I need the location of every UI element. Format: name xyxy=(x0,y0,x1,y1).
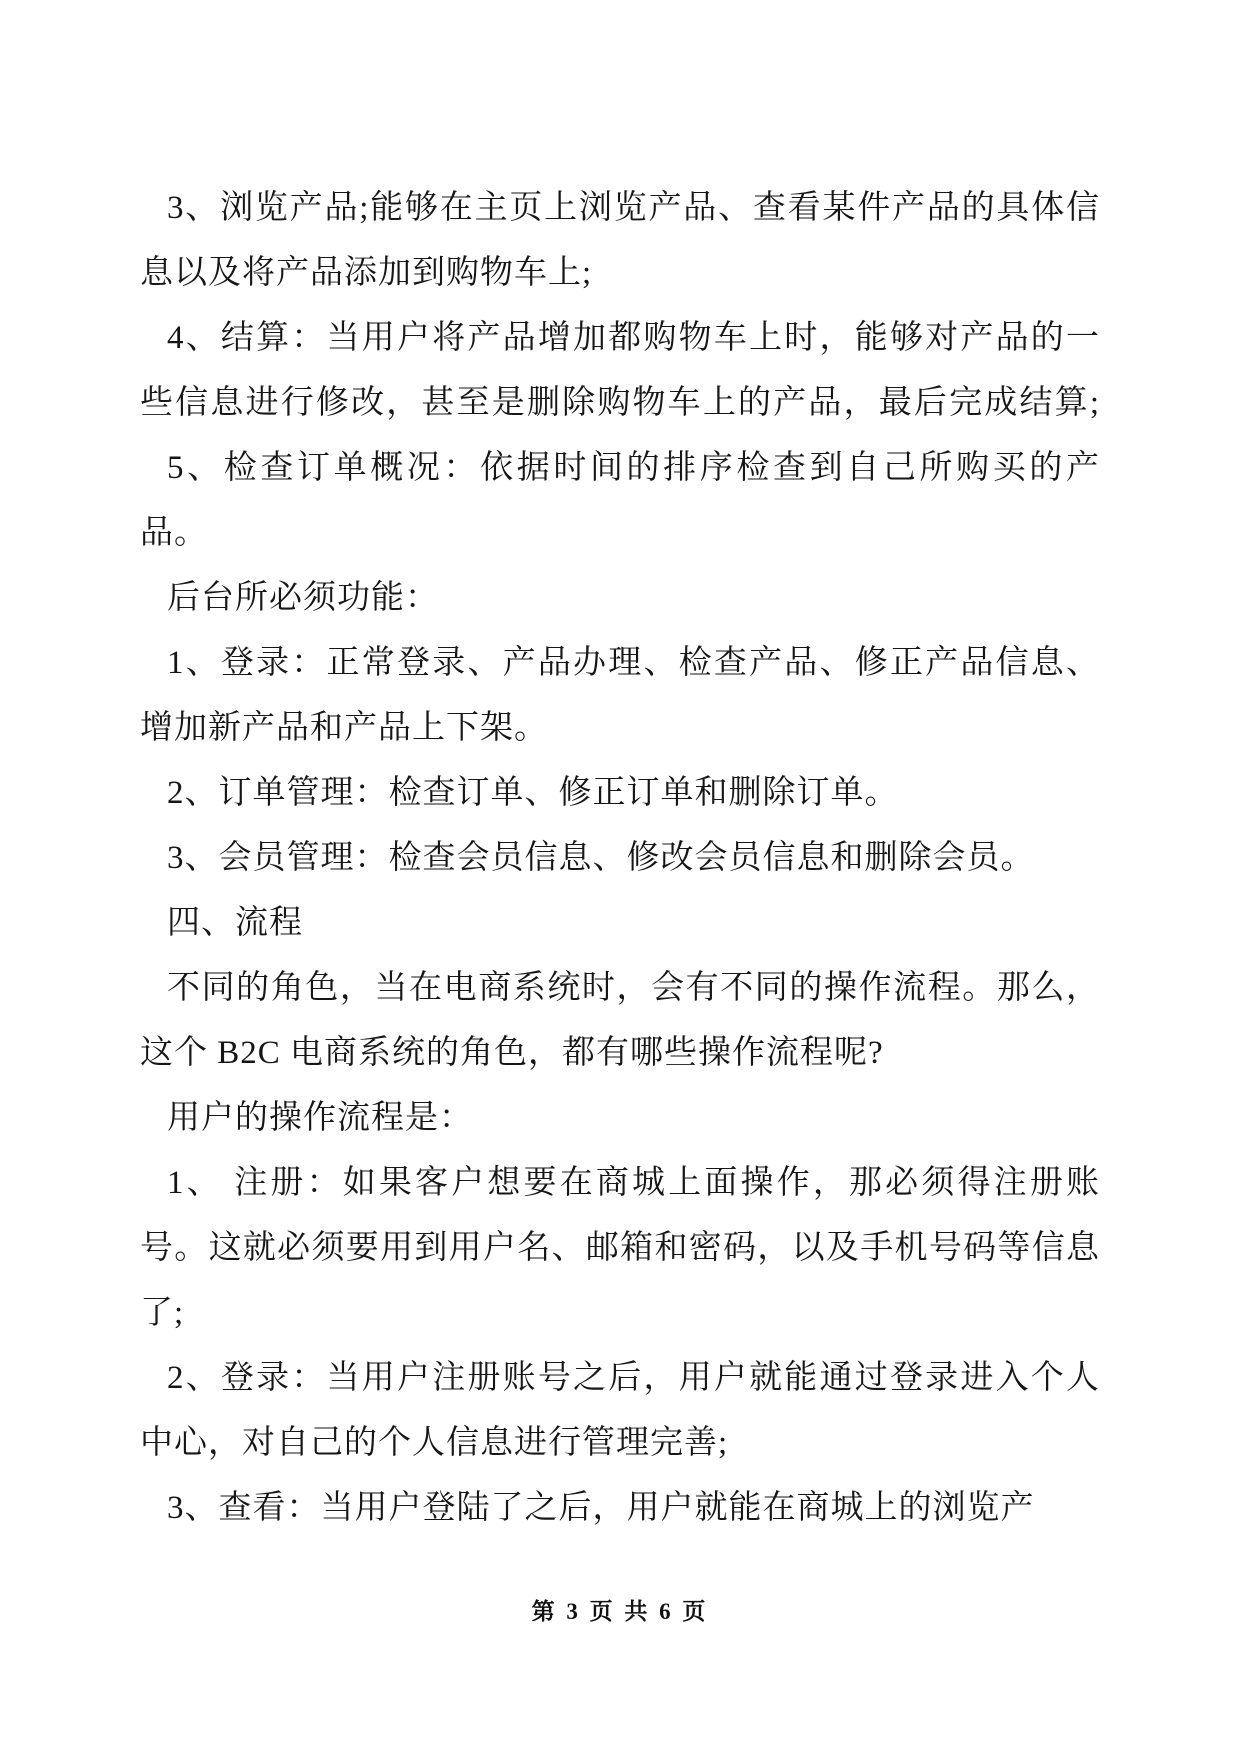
text-line: 增加新产品和产品上下架。 xyxy=(140,710,548,746)
text-line: 用户的操作流程是： xyxy=(167,1100,473,1136)
text-line: 息以及将产品添加到购物车上; xyxy=(140,255,593,291)
text-line: 这个 B2C 电商系统的角色，都有哪些操作流程呢? xyxy=(140,1035,884,1071)
text-line: 些信息进行修改，甚至是删除购物车上的产品，最后完成结算; xyxy=(140,385,1100,421)
text-line: 2、登录：当用户注册账号之后，用户就能通过登录进入个人 xyxy=(167,1360,1100,1396)
text-line: 1、登录：正常登录、产品办理、检查产品、修正产品信息、 xyxy=(167,645,1100,681)
text-line: 品。 xyxy=(140,515,208,551)
text-line: 4、结算：当用户将产品增加都购物车上时，能够对产品的一 xyxy=(167,320,1100,356)
text-line: 不同的角色，当在电商系统时，会有不同的操作流程。那么， xyxy=(167,970,1100,1006)
text-line: 号。这就必须要用到用户名、邮箱和密码，以及手机号码等信息 xyxy=(140,1230,1100,1266)
text-line: 3、查看：当用户登陆了之后，用户就能在商城上的浏览产 xyxy=(167,1490,1035,1526)
text-line: 四、流程 xyxy=(167,905,303,941)
text-line: 2、订单管理：检查订单、修正订单和删除订单。 xyxy=(167,775,899,811)
text-line: 了; xyxy=(140,1295,185,1331)
text-line: 3、浏览产品;能够在主页上浏览产品、查看某件产品的具体信 xyxy=(167,190,1100,226)
text-line: 5、检查订单概况：依据时间的排序检查到自己所购买的产 xyxy=(167,450,1100,486)
text-line: 1、 注册：如果客户想要在商城上面操作，那必须得注册账 xyxy=(167,1165,1100,1201)
page-footer: 第 3 页 共 6 页 xyxy=(531,1599,709,1624)
text-line: 中心，对自己的个人信息进行管理完善; xyxy=(140,1425,729,1461)
document-body xyxy=(140,176,1100,1541)
text-line: 后台所必须功能： xyxy=(167,580,439,616)
text-line: 3、会员管理：检查会员信息、修改会员信息和删除会员。 xyxy=(167,840,1035,876)
